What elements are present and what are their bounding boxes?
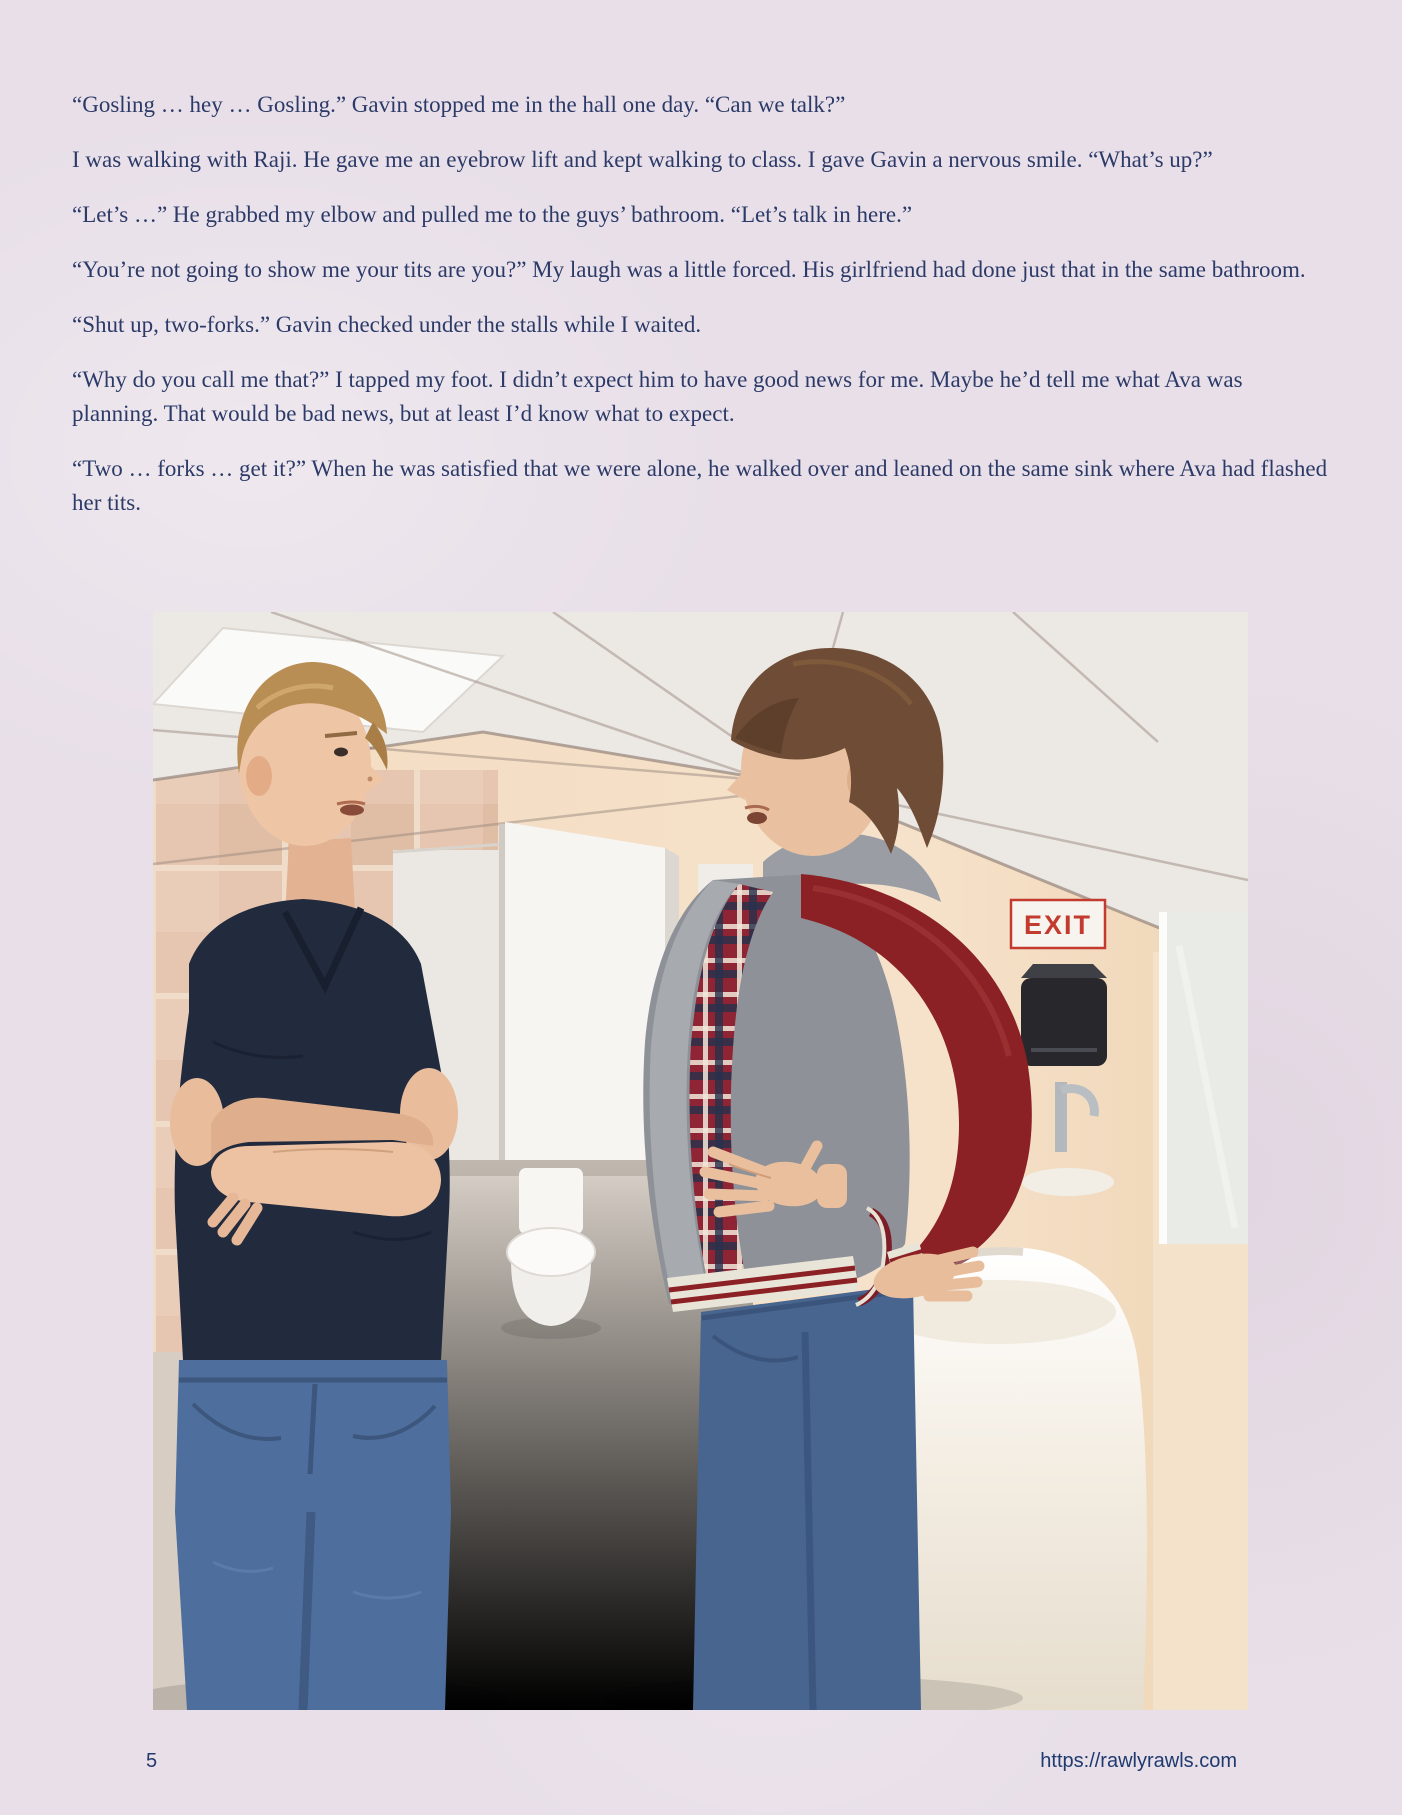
- story-paragraph: “You’re not going to show me your tits are you?” My laugh was a little forced. His girlfriend had done just that in the same bathroom.: [72, 257, 1306, 282]
- story-illustration: [153, 612, 1248, 1710]
- exit-sign-label: EXIT: [1023, 910, 1093, 940]
- story-paragraph: I was walking with Raji. He gave me an eyebrow lift and kept walking to class. I gave Gavin a nervous smile. “What’s up?”: [72, 147, 1213, 172]
- story-paragraph: “Why do you call me that?” I tapped my foot. I didn’t expect him to have good news for me. Maybe he’d tell me what Ava was planning. That would be bad news, but at least I’d know what to expect.: [72, 367, 1243, 426]
- wall-mirror: [1159, 912, 1248, 1244]
- left-character-jeans: [175, 1360, 451, 1710]
- story-text-block: [72, 88, 1334, 541]
- story-paragraph: “Shut up, two-forks.” Gavin checked under the stalls while I waited.: [72, 312, 702, 337]
- page-number: 5: [146, 1750, 158, 1772]
- story-paragraph: “Let’s …” He grabbed my elbow and pulled me to the guys’ bathroom. “Let’s talk in here.”: [72, 202, 913, 227]
- right-character-jeans: [693, 1284, 921, 1710]
- story-paragraph: “Two … forks … get it?” When he was satisfied that we were alone, he walked over and leaned on the same sink where Ava had flashed her tits.: [72, 456, 1328, 515]
- exit-sign: [1011, 900, 1105, 948]
- site-url-link[interactable]: https://rawlyrawls.com: [1040, 1750, 1237, 1772]
- hand-dryer: [1021, 964, 1107, 1066]
- story-paragraph: “Gosling … hey … Gosling.” Gavin stopped me in the hall one day. “Can we talk?”: [72, 92, 846, 117]
